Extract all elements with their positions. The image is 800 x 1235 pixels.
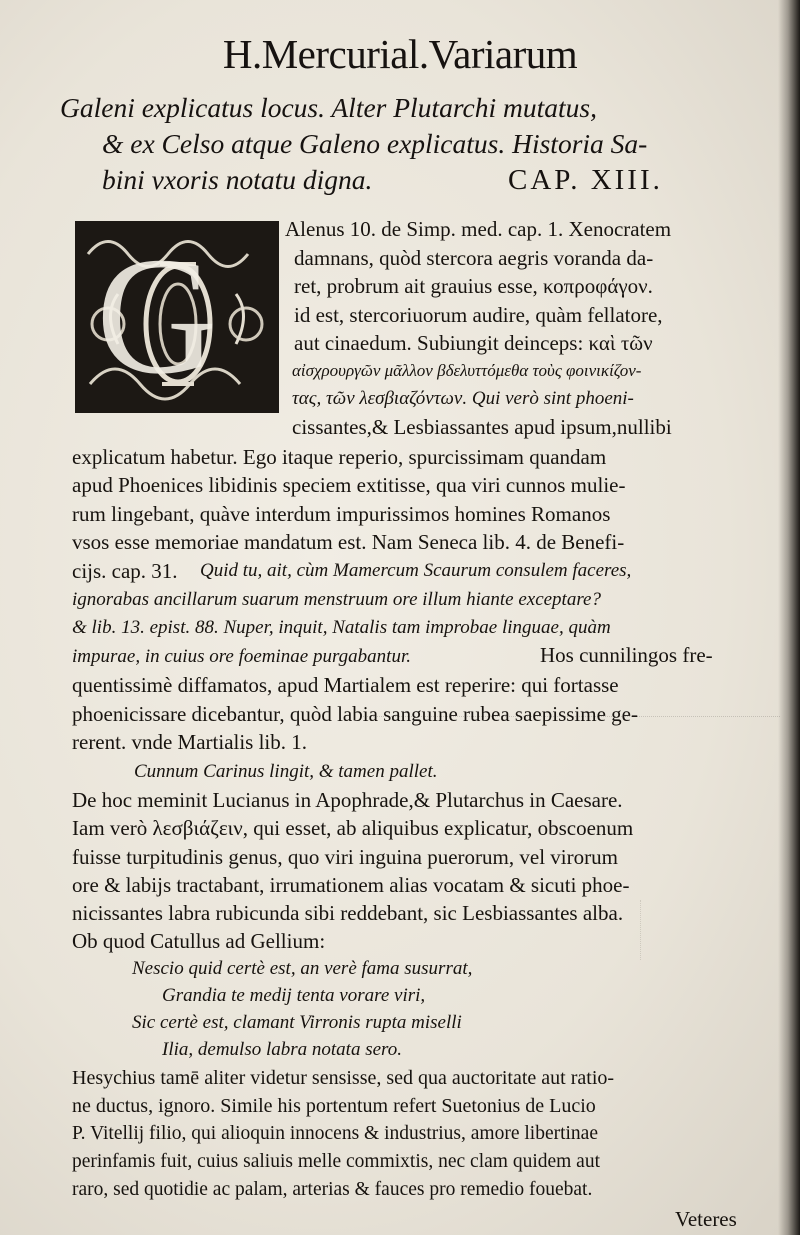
body-line: quentissimè diffamatos, apud Martialem est reperire: qui fortasse (72, 673, 619, 697)
body-line: explicatum habetur. Ego itaque reperio, spurcissimam quandam (72, 445, 607, 469)
body-line: phoenicissare dicebantur, quòd labia sanguine rubea saepissime ge- (72, 702, 638, 726)
chapter-heading-line-1: Galeni explicatus locus. Alter Plutarchi mutatus, (60, 92, 597, 123)
chapter-heading-line-2: & ex Celso atque Galeno explicatus. Historia Sa- (102, 128, 648, 159)
running-head: H.Mercurial.Variarum (222, 31, 578, 77)
body-line: rum lingebant, quàve interdum impurissimos homines Romanos (72, 502, 611, 526)
quote-line: impurae, in cuius ore foeminae purgabantur. (72, 646, 411, 667)
decorated-initial (75, 221, 279, 413)
verse-line: Sic certè est, clamant Virronis rupta miselli (132, 1012, 462, 1033)
body-line: Hos cunnilingos fre- (540, 643, 713, 667)
chapter-number: CAP. XIII. (508, 164, 663, 196)
body-line: rerent. vnde Martialis lib. 1. (72, 730, 308, 754)
body-line: id est, stercoriuorum audire, quàm fellatore, (294, 303, 663, 327)
catchword: Veteres (675, 1207, 737, 1231)
body-line: ne ductus, ignoro. Simile his portentum refert Suetonius de Lucio (72, 1095, 596, 1117)
body-line: damnans, quòd stercora aegris voranda da- (294, 246, 654, 270)
greek-line: αἰσχρουργῶν μᾶλλον βδελυττόμεθα τοὺς φοινικίζον- (292, 361, 642, 380)
body-line: P. Vitellij filio, qui alioquin innocens & industrius, amore libertinae (72, 1123, 598, 1144)
body-line: apud Phoenices libidinis speciem extitisse, qua viri cunnos mulie- (72, 473, 626, 497)
body-line: aut cinaedum. Subiungit deinceps: καὶ τῶν (294, 331, 653, 355)
chapter-heading-line-3: bini vxoris notatu digna. (102, 164, 373, 195)
quote-line: Quid tu, ait, cùm Mamercum Scaurum consulem faceres, (200, 560, 632, 581)
initial-letter: G (96, 223, 218, 409)
verse-line: Nescio quid certè est, an verè fama susurrat, (132, 958, 473, 979)
quote-line: & lib. 13. epist. 88. Nuper, inquit, Natalis tam improbae linguae, quàm (72, 617, 611, 638)
body-line: ore & labijs tractabant, irrumationem alias vocatam & sicuti phoe- (72, 873, 630, 897)
body-line: ret, probrum ait grauius esse, κοπροφάγον. (294, 274, 653, 298)
verse-line: Grandia te medij tenta vorare viri, (162, 985, 426, 1006)
body-line: Alenus 10. de Simp. med. cap. 1. Xenocratem (285, 217, 672, 241)
body-line: perinfamis fuit, cuius saliuis melle commixtis, nec clam quidem aut (72, 1151, 601, 1172)
verse-line: Ilia, demulso labra notata sero. (162, 1039, 402, 1060)
quote-line: ignorabas ancillarum suarum menstruum ore illum hiante exceptare? (72, 589, 601, 610)
body-line: fuisse turpitudinis genus, quo viri inguina puerorum, vel virorum (72, 845, 618, 869)
body-line: cissantes,& Lesbiassantes apud ipsum,nullibi (292, 415, 672, 439)
verse-line: Cunnum Carinus lingit, & tamen pallet. (134, 761, 438, 782)
body-line: Ob quod Catullus ad Gellium: (72, 929, 326, 953)
body-line: cijs. cap. 31. (72, 559, 178, 583)
body-line: De hoc meminit Lucianus in Apophrade,& Plutarchus in Caesare. (72, 788, 623, 812)
show-through (640, 900, 771, 960)
body-line: Iam verò λεσβιάζειν, qui esset, ab aliquibus explicatur, obscoenum (72, 816, 634, 840)
body-line: Hesychius tamē aliter videtur sensisse, sed qua auctoritate aut ratio- (72, 1067, 615, 1089)
page-gutter-shadow (778, 0, 800, 1235)
greek-line: τας, τῶν λεσβιαζόντων. Qui verò sint phoeni- (292, 388, 634, 409)
body-line: vsos esse memoriae mandatum est. Nam Seneca lib. 4. de Benefi- (72, 530, 625, 554)
body-line: nicissantes labra rubicunda sibi reddebant, sic Lesbiassantes alba. (72, 901, 624, 925)
body-line: raro, sed quotidie ac palam, arterias & fauces pro remedio fouebat. (72, 1179, 593, 1200)
